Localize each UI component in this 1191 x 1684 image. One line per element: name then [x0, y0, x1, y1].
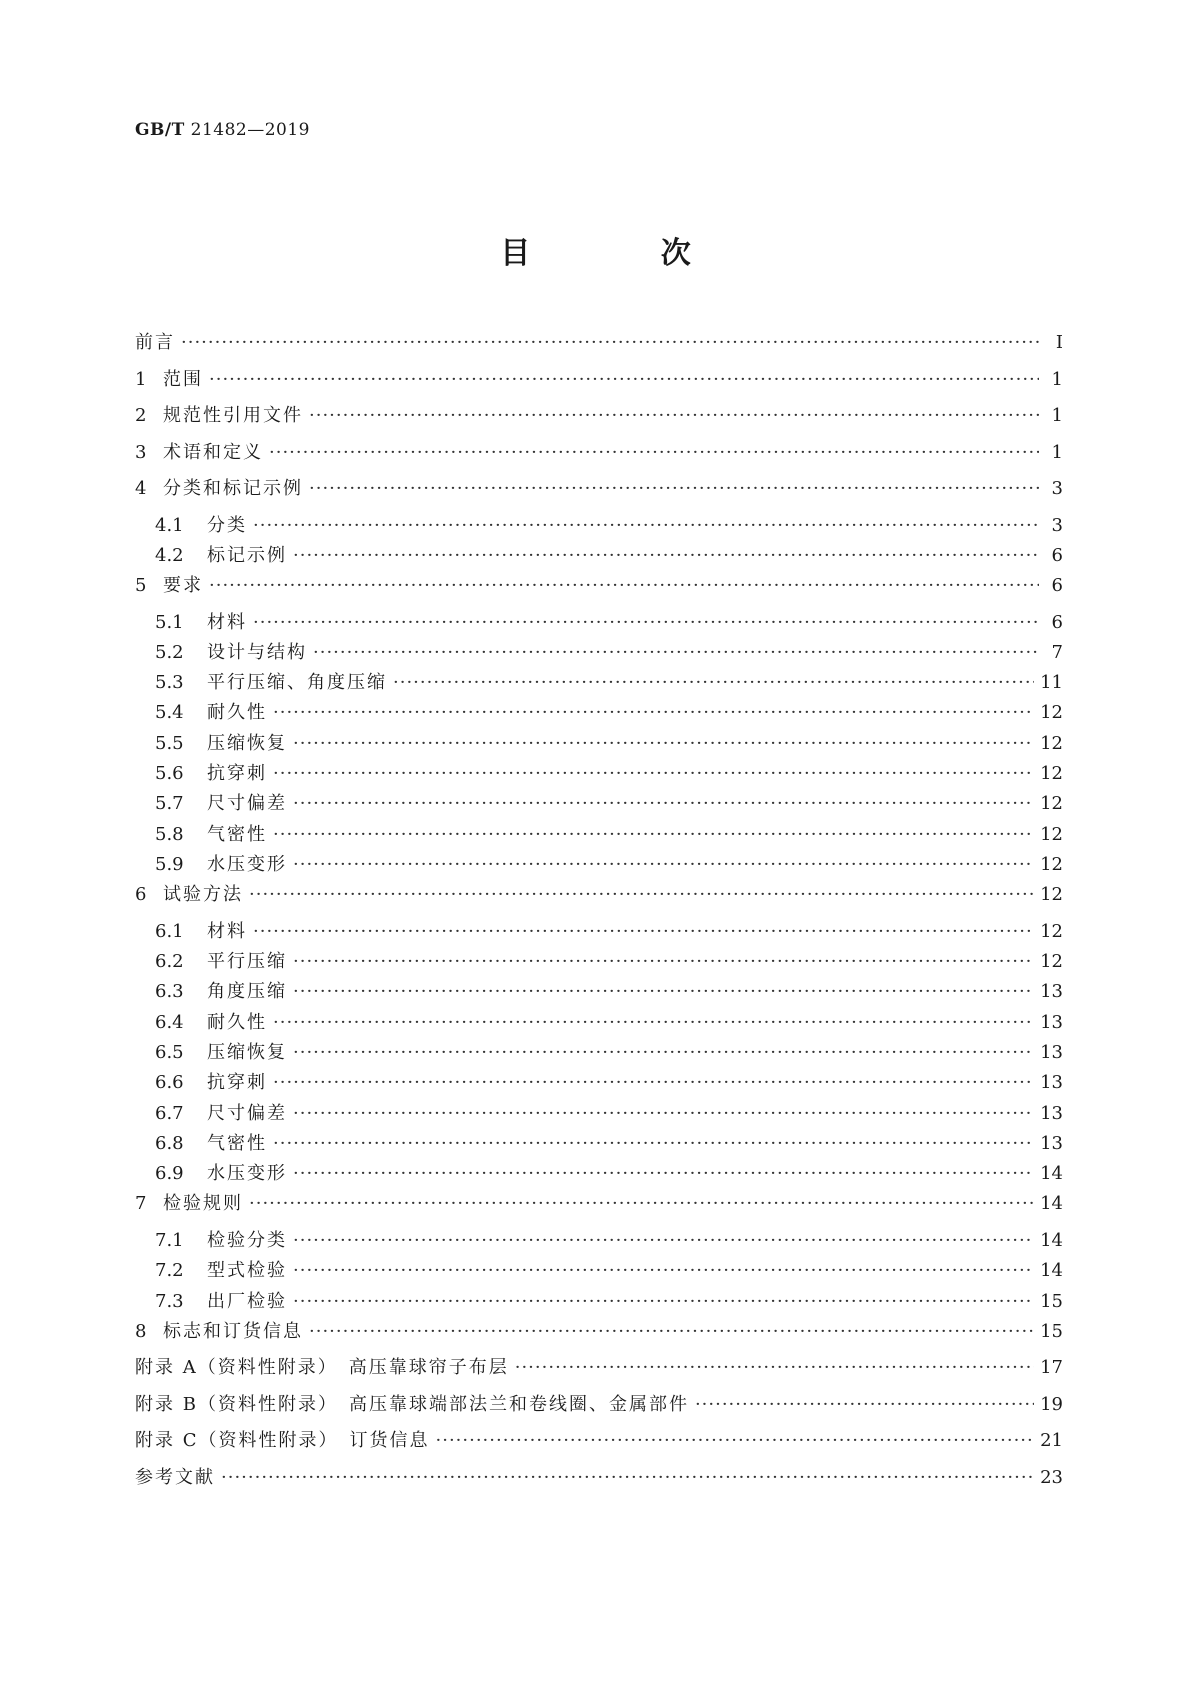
toc-entry[interactable]	[135, 1129, 1063, 1159]
toc-entry[interactable]	[135, 1287, 1063, 1317]
toc-dot-leader	[181, 332, 1039, 353]
toc-entry-label: 水压变形	[207, 1163, 287, 1185]
toc-entry-label: 参考文献	[135, 1466, 215, 1488]
toc-dot-leader	[293, 1260, 1034, 1281]
toc-entry-number: 5.3	[155, 672, 184, 694]
toc-entry-number: 6.5	[155, 1041, 184, 1063]
toc-entry-page: 17	[1040, 1357, 1063, 1379]
toc-entry[interactable]	[135, 729, 1063, 759]
toc-entry[interactable]	[135, 1226, 1063, 1256]
toc-entry-label: 耐久性	[207, 702, 267, 724]
toc-entry-label: 材料	[207, 611, 247, 633]
toc-dot-leader	[313, 642, 1039, 663]
toc-entry-page: 1	[1051, 368, 1063, 390]
toc-entry-page: 3	[1051, 478, 1063, 499]
toc-entry-page: Ⅰ	[1055, 332, 1063, 353]
toc-entry[interactable]	[135, 1038, 1063, 1068]
toc-entry-label: 材料	[207, 920, 247, 942]
toc-dot-leader	[309, 1321, 1034, 1342]
toc-entry[interactable]	[135, 759, 1063, 789]
toc-entry-label: 试验方法	[163, 884, 243, 906]
toc-entry-label: 型式检验	[207, 1260, 287, 1282]
toc-dot-leader	[293, 1291, 1034, 1312]
toc-entry[interactable]	[135, 917, 1063, 947]
toc-entry[interactable]	[135, 698, 1063, 728]
toc-dot-leader	[249, 1193, 1034, 1214]
toc-entry[interactable]	[135, 1463, 1063, 1500]
toc-entry-page: 14	[1040, 1260, 1063, 1282]
toc-entry-page: 12	[1040, 951, 1063, 973]
toc-entry-number: 7.2	[155, 1260, 184, 1282]
toc-entry-label: 检验规则	[163, 1193, 243, 1215]
toc-dot-leader	[293, 1103, 1034, 1124]
toc-entry-number: 7	[135, 1193, 147, 1215]
toc-entry-number: 8	[135, 1320, 147, 1342]
toc-dot-leader	[293, 1042, 1034, 1063]
toc-dot-leader	[293, 545, 1039, 566]
toc-entry-number: 4.1	[155, 514, 184, 536]
toc-entry-page: 14	[1040, 1163, 1063, 1185]
toc-entry-number: 6	[135, 884, 147, 906]
toc-dot-leader	[273, 702, 1034, 723]
toc-entry-number: 6.3	[155, 981, 184, 1003]
toc-entry[interactable]	[135, 1008, 1063, 1038]
toc-entry[interactable]	[135, 1390, 1063, 1427]
toc-entry-page: 3	[1051, 514, 1063, 536]
toc-entry[interactable]	[135, 474, 1063, 511]
toc-entry-page: 13	[1040, 1041, 1063, 1063]
toc-entry-label: 设计与结构	[207, 641, 307, 663]
toc-entry-label: 标记示例	[207, 544, 287, 566]
toc-entry-label: 前言	[135, 332, 175, 353]
toc-dot-leader	[293, 854, 1034, 875]
toc-dot-leader	[293, 793, 1034, 814]
toc-entry[interactable]	[135, 1159, 1063, 1189]
toc-entry[interactable]	[135, 401, 1063, 438]
toc-entry-label: 分类和标记示例	[163, 478, 303, 499]
toc-entry[interactable]	[135, 511, 1063, 541]
toc-dot-leader	[209, 369, 1039, 390]
toc-entry[interactable]	[135, 977, 1063, 1007]
toc-entry-label: 平行压缩	[207, 951, 287, 973]
toc-entry[interactable]	[135, 1426, 1063, 1463]
standard-prefix: GB/T	[135, 120, 185, 140]
toc-entry-page: 11	[1040, 672, 1063, 694]
toc-entry-page: 6	[1051, 575, 1063, 597]
toc-dot-leader	[293, 981, 1034, 1002]
toc-entry-label: 气密性	[207, 823, 267, 845]
toc-entry-page: 14	[1040, 1193, 1063, 1215]
toc-entry-page: 12	[1040, 823, 1063, 845]
toc-entry-page: 21	[1040, 1430, 1063, 1452]
toc-entry-label: 角度压缩	[207, 981, 287, 1003]
toc-entry[interactable]	[135, 328, 1063, 365]
toc-entry-page: 14	[1040, 1229, 1063, 1251]
toc-entry[interactable]	[135, 850, 1063, 880]
toc-entry-label: 附录 B（资料性附录） 高压靠球端部法兰和卷线圈、金属部件	[135, 1393, 689, 1415]
toc-dot-leader	[309, 478, 1039, 499]
toc-entry-page: 12	[1040, 853, 1063, 875]
toc-entry-number: 6.4	[155, 1011, 184, 1033]
toc-entry[interactable]	[135, 1256, 1063, 1286]
toc-entry-page: 12	[1040, 732, 1063, 754]
toc-entry-label: 气密性	[207, 1132, 267, 1154]
toc-dot-leader	[309, 405, 1039, 426]
toc-entry-number: 5.4	[155, 702, 184, 724]
toc-entry-label: 术语和定义	[163, 441, 263, 463]
toc-entry-number: 6.9	[155, 1163, 184, 1185]
standard-number-header	[135, 120, 310, 140]
toc-entry-page: 13	[1040, 981, 1063, 1003]
toc-entry[interactable]	[135, 365, 1063, 402]
toc-entry-page: 23	[1040, 1466, 1063, 1488]
toc-entry-label: 抗穿刺	[207, 1072, 267, 1094]
toc-entry[interactable]	[135, 608, 1063, 638]
toc-entry[interactable]	[135, 571, 1063, 608]
toc-dot-leader	[221, 1467, 1034, 1488]
toc-entry-number: 5.1	[155, 611, 184, 633]
toc-entry-page: 12	[1040, 763, 1063, 785]
toc-entry[interactable]	[135, 1068, 1063, 1098]
toc-entry-label: 抗穿刺	[207, 763, 267, 785]
toc-entry-number: 6.6	[155, 1072, 184, 1094]
toc-dot-leader	[293, 951, 1034, 972]
toc-dot-leader	[436, 1430, 1035, 1451]
toc-entry-label: 规范性引用文件	[163, 405, 303, 426]
toc-entry-label: 出厂检验	[207, 1290, 287, 1312]
page-title: 目 次	[500, 236, 751, 271]
toc-entry-number: 6.7	[155, 1102, 184, 1124]
toc-dot-leader	[273, 1012, 1034, 1033]
toc-dot-leader	[253, 515, 1039, 536]
toc-dot-leader	[253, 612, 1039, 633]
toc-dot-leader	[393, 672, 1034, 693]
toc-entry-number: 7.3	[155, 1290, 184, 1312]
toc-entry-label: 水压变形	[207, 853, 287, 875]
toc-entry-page: 12	[1040, 702, 1063, 724]
table-of-contents	[135, 328, 1063, 1499]
toc-entry-page: 12	[1040, 884, 1063, 906]
toc-entry-number: 5.5	[155, 732, 184, 754]
toc-entry[interactable]	[135, 880, 1063, 917]
toc-entry-number: 4	[135, 478, 147, 499]
toc-entry-number: 5.2	[155, 641, 184, 663]
toc-entry-page: 13	[1040, 1011, 1063, 1033]
toc-entry[interactable]	[135, 947, 1063, 977]
toc-entry-page: 13	[1040, 1072, 1063, 1094]
toc-dot-leader	[293, 1230, 1034, 1251]
toc-entry-number: 1	[135, 368, 147, 390]
toc-entry-page: 12	[1040, 920, 1063, 942]
toc-dot-leader	[515, 1357, 1034, 1378]
toc-entry-page: 7	[1051, 641, 1063, 663]
toc-entry[interactable]	[135, 1353, 1063, 1390]
toc-dot-leader	[273, 763, 1034, 784]
toc-entry-number: 5	[135, 575, 147, 597]
toc-dot-leader	[269, 442, 1039, 463]
toc-dot-leader	[253, 921, 1034, 942]
toc-entry[interactable]	[135, 1099, 1063, 1129]
toc-entry-page: 15	[1040, 1290, 1063, 1312]
toc-entry-number: 4.2	[155, 544, 184, 566]
toc-dot-leader	[293, 1163, 1034, 1184]
toc-entry-label: 附录 A（资料性附录） 高压靠球帘子布层	[135, 1357, 509, 1379]
toc-entry[interactable]	[135, 820, 1063, 850]
toc-entry[interactable]	[135, 1189, 1063, 1226]
toc-entry-number: 3	[135, 441, 147, 463]
toc-dot-leader	[695, 1394, 1034, 1415]
toc-dot-leader	[249, 884, 1034, 905]
toc-dot-leader	[273, 824, 1034, 845]
toc-entry[interactable]	[135, 789, 1063, 819]
toc-entry-page: 15	[1040, 1320, 1063, 1342]
toc-dot-leader	[273, 1133, 1034, 1154]
toc-entry-number: 5.6	[155, 763, 184, 785]
toc-entry[interactable]	[135, 438, 1063, 475]
toc-entry-page: 1	[1051, 441, 1063, 463]
toc-entry-number: 6.8	[155, 1132, 184, 1154]
toc-entry-label: 尺寸偏差	[207, 793, 287, 815]
toc-entry-page: 6	[1051, 544, 1063, 566]
toc-entry-number: 6.1	[155, 920, 184, 942]
toc-entry-label: 附录 C（资料性附录） 订货信息	[135, 1430, 430, 1452]
toc-entry[interactable]	[135, 541, 1063, 571]
toc-entry-number: 5.8	[155, 823, 184, 845]
toc-entry-number: 2	[135, 405, 147, 426]
toc-entry-page: 1	[1051, 405, 1063, 426]
toc-entry-page: 13	[1040, 1102, 1063, 1124]
toc-dot-leader	[273, 1072, 1034, 1093]
toc-entry-label: 要求	[163, 575, 203, 597]
toc-entry[interactable]	[135, 668, 1063, 698]
toc-entry-label: 耐久性	[207, 1011, 267, 1033]
toc-entry-number: 5.9	[155, 853, 184, 875]
toc-entry-page: 12	[1040, 793, 1063, 815]
toc-entry-page: 6	[1051, 611, 1063, 633]
toc-entry[interactable]	[135, 1317, 1063, 1354]
toc-entry-label: 检验分类	[207, 1229, 287, 1251]
toc-entry-label: 分类	[207, 514, 247, 536]
toc-entry-label: 压缩恢复	[207, 1041, 287, 1063]
toc-entry-page: 13	[1040, 1132, 1063, 1154]
toc-entry-label: 标志和订货信息	[163, 1320, 303, 1342]
standard-number: 21482—2019	[190, 120, 310, 140]
toc-entry-label: 平行压缩、角度压缩	[207, 672, 387, 694]
toc-dot-leader	[293, 733, 1034, 754]
toc-entry-number: 6.2	[155, 951, 184, 973]
toc-entry-label: 范围	[163, 368, 203, 390]
toc-entry-label: 压缩恢复	[207, 732, 287, 754]
toc-entry[interactable]	[135, 638, 1063, 668]
toc-dot-leader	[209, 575, 1039, 596]
toc-entry-page: 19	[1040, 1393, 1063, 1415]
toc-entry-number: 7.1	[155, 1229, 184, 1251]
toc-entry-number: 5.7	[155, 793, 184, 815]
toc-entry-label: 尺寸偏差	[207, 1102, 287, 1124]
